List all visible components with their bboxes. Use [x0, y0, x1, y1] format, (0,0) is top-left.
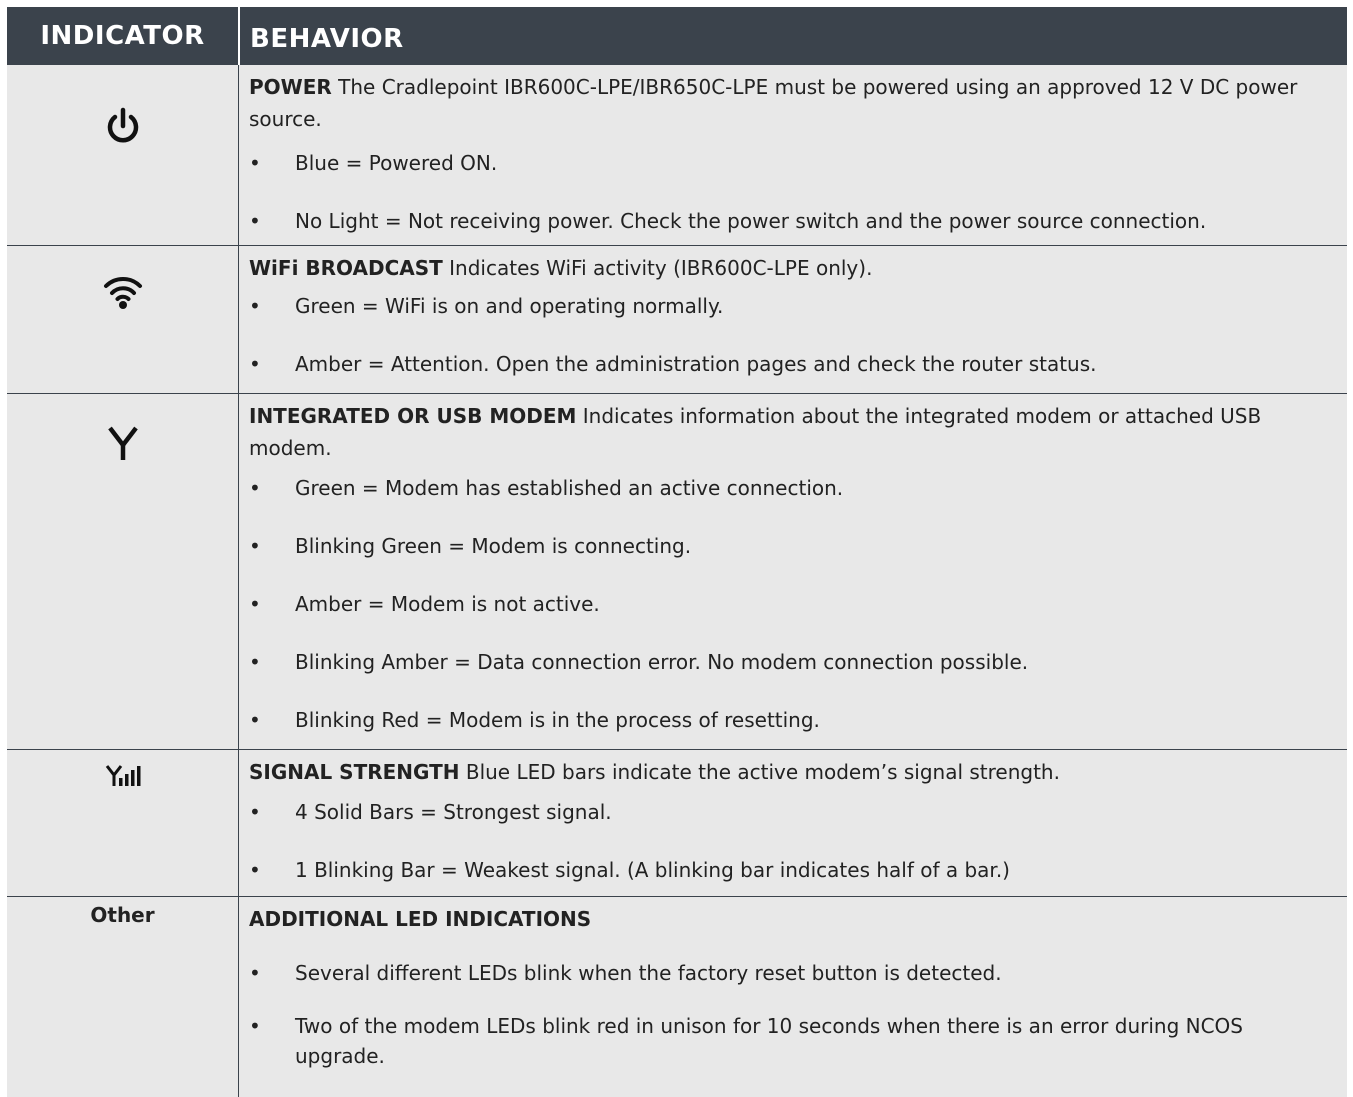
table-header	[7, 7, 1347, 65]
list-item: • 1 Blinking Bar = Weakest signal. (A blinking bar indicates half of a bar.)	[249, 858, 1010, 882]
list-item: • Green = Modem has established an active connection.	[249, 476, 844, 500]
list-item: • Blue = Powered ON.	[249, 151, 498, 175]
indicator-cell	[7, 246, 238, 393]
indicator-label: Other	[90, 903, 155, 927]
behavior-cell	[238, 65, 1347, 245]
row-description: Indicates information about the integrated modem or attached USB modem.	[249, 404, 1262, 460]
table-row-other	[7, 897, 1347, 1097]
indicator-cell	[7, 65, 238, 245]
header-indicator: INDICATOR	[40, 21, 205, 51]
list-item: • Amber = Modem is not active.	[249, 592, 600, 616]
indicator-cell	[7, 750, 238, 896]
table-row-signal	[7, 750, 1347, 897]
row-title: INTEGRATED OR USB MODEM	[249, 404, 577, 428]
list-item: • Amber = Attention. Open the administration pages and check the router status.	[249, 352, 1097, 376]
behavior-cell	[238, 246, 1347, 393]
list-item: • Several different LEDs blink when the factory reset button is detected.	[249, 961, 1002, 985]
indicator-cell	[7, 394, 238, 749]
table-row-modem	[7, 394, 1347, 750]
row-description: Indicates WiFi activity (IBR600C-LPE only).	[442, 256, 873, 280]
table-row-power	[7, 65, 1347, 246]
wifi-icon	[103, 274, 143, 310]
list-item: • Blinking Red = Modem is in the process of resetting.	[249, 708, 820, 732]
list-item: • No Light = Not receiving power. Check the power switch and the power source connection.	[249, 209, 1207, 233]
indicator-cell	[7, 897, 238, 1097]
header-behavior: BEHAVIOR	[238, 7, 1347, 65]
behavior-cell	[238, 897, 1347, 1097]
antenna-icon	[107, 425, 139, 461]
behavior-cell	[238, 394, 1347, 749]
row-title: WiFi BROADCAST	[249, 256, 443, 280]
power-icon	[105, 107, 141, 147]
row-title: ADDITIONAL LED INDICATIONS	[249, 907, 592, 931]
row-title: POWER	[249, 75, 332, 99]
behavior-cell	[238, 750, 1347, 896]
list-item: • Blinking Amber = Data connection error. No modem connection possible.	[249, 650, 1029, 674]
row-title: SIGNAL STRENGTH	[249, 760, 460, 784]
led-indicator-table	[7, 7, 1347, 1097]
signal-strength-icon	[105, 764, 141, 788]
list-item: • Blinking Green = Modem is connecting.	[249, 534, 692, 558]
row-description: Blue LED bars indicate the active modem’s signal strength.	[459, 760, 1060, 784]
list-item: • 4 Solid Bars = Strongest signal.	[249, 800, 612, 824]
list-item: • Two of the modem LEDs blink red in unison for 10 seconds when there is an error during NCOS upgrade.	[249, 1014, 1243, 1068]
table-row-wifi	[7, 246, 1347, 394]
list-item: • Green = WiFi is on and operating normally.	[249, 294, 724, 318]
row-description: The Cradlepoint IBR600C-LPE/IBR650C-LPE must be powered using an approved 12 V DC power source.	[249, 75, 1298, 131]
